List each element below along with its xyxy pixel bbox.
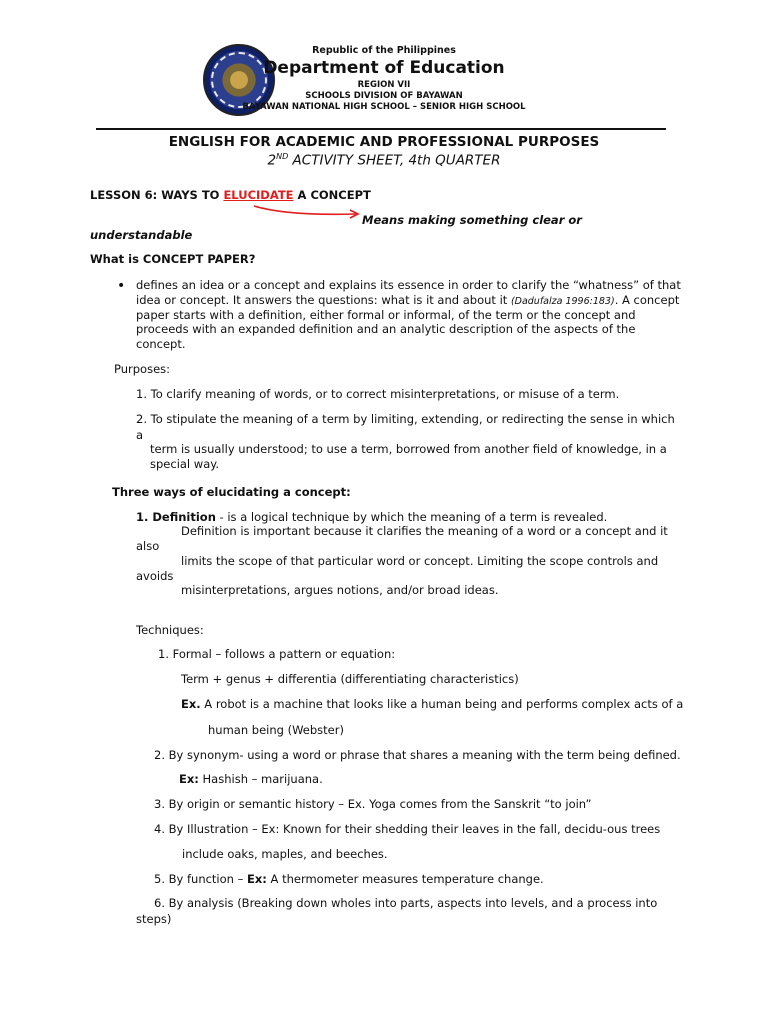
- technique-6-cont: steps): [136, 912, 172, 926]
- technique-1-example-cont: human being (Webster): [208, 723, 344, 737]
- technique-3: 3. By origin or semantic history – Ex. Yoga comes from the Sanskrit “to join”: [154, 797, 592, 811]
- technique-1-example: Ex. A robot is a machine that looks like a human being and performs complex acts of a: [181, 697, 684, 711]
- purpose-2-line-3: term is usually understood; to use a term, borrowed from another field of knowledge, in a: [150, 442, 667, 456]
- definition-line-1: 1. Definition - is a logical technique by which the meaning of a term is revealed.: [136, 510, 608, 524]
- technique-2: 2. By synonym- using a word or phrase that shares a meaning with the term being defined.: [154, 748, 681, 762]
- definition-line-6: misinterpretations, argues notions, and/or broad ideas.: [181, 583, 499, 597]
- techniques-label: Techniques:: [136, 623, 204, 637]
- division-line: SCHOOLS DIVISION OF BAYAWAN: [305, 91, 463, 101]
- republic-line: Republic of the Philippines: [312, 45, 456, 56]
- activity-sheet-title: 2ND ACTIVITY SHEET, 4th QUARTER: [267, 152, 501, 169]
- bullet-line-5: concept.: [136, 337, 186, 351]
- elucidate-keyword: ELUCIDATE: [223, 188, 294, 202]
- definition-line-5: avoids: [136, 569, 174, 583]
- bullet-line-4: proceeds with an expanded definition and an analytic description of the aspects of the: [136, 322, 636, 336]
- course-title: ENGLISH FOR ACADEMIC AND PROFESSIONAL PURPOSES: [168, 134, 600, 150]
- bullet-line-3: paper starts with a definition, either formal or informal, of the term or the concept and: [136, 308, 636, 322]
- technique-4: 4. By Illustration – Ex: Known for their shedding their leaves in the fall, decidu-ous trees: [154, 822, 661, 836]
- purpose-2-line-4: special way.: [150, 457, 220, 471]
- purposes-label: Purposes:: [114, 362, 171, 376]
- bullet-line-1: defines an idea or a concept and explains its essence in order to clarify the “whatness” of that: [136, 278, 681, 292]
- technique-1-formula: Term + genus + differentia (differentiating characteristics): [181, 672, 519, 686]
- meaning-line-1: Means making something clear or: [362, 213, 582, 227]
- arrow-icon: [248, 200, 368, 222]
- region-line: REGION VII: [357, 80, 411, 90]
- concept-paper-heading: What is CONCEPT PAPER?: [90, 252, 256, 266]
- purpose-2-line-1: 2. To stipulate the meaning of a term by limiting, extending, or redirecting the sense in which: [136, 412, 675, 426]
- definition-line-4: limits the scope of that particular word or concept. Limiting the scope controls and: [181, 554, 659, 568]
- header-divider: [96, 128, 666, 130]
- definition-line-3: also: [136, 539, 160, 553]
- technique-4-cont: include oaks, maples, and beeches.: [182, 847, 388, 861]
- bullet-line-2: idea or concept. It answers the questions: what is it and about it (Dadufalza 1996:183). A concept: [136, 293, 680, 307]
- technique-2-example: Ex: Hashish – marijuana.: [179, 772, 323, 786]
- school-line: BAYAWAN NATIONAL HIGH SCHOOL – SENIOR HIGH SCHOOL: [242, 102, 526, 112]
- department-title: Department of Education: [263, 58, 505, 78]
- bullet-icon: •: [117, 278, 126, 294]
- technique-1: 1. Formal – follows a pattern or equation:: [158, 647, 396, 661]
- lesson-heading: LESSON 6: WAYS TO ELUCIDATE A CONCEPT: [90, 188, 371, 202]
- technique-6: 6. By analysis (Breaking down wholes into parts, aspects into levels, and a process into: [154, 896, 658, 910]
- three-ways-heading: Three ways of elucidating a concept:: [112, 485, 351, 499]
- meaning-line-2: understandable: [90, 228, 193, 242]
- definition-line-2: Definition is important because it clarifies the meaning of a word or a concept and it: [181, 524, 668, 538]
- purpose-2-line-2: a: [136, 428, 144, 442]
- technique-5: 5. By function – Ex: A thermometer measures temperature change.: [154, 872, 544, 886]
- purpose-1: 1. To clarify meaning of words, or to correct misinterpretations, or misuse of a term.: [136, 387, 620, 401]
